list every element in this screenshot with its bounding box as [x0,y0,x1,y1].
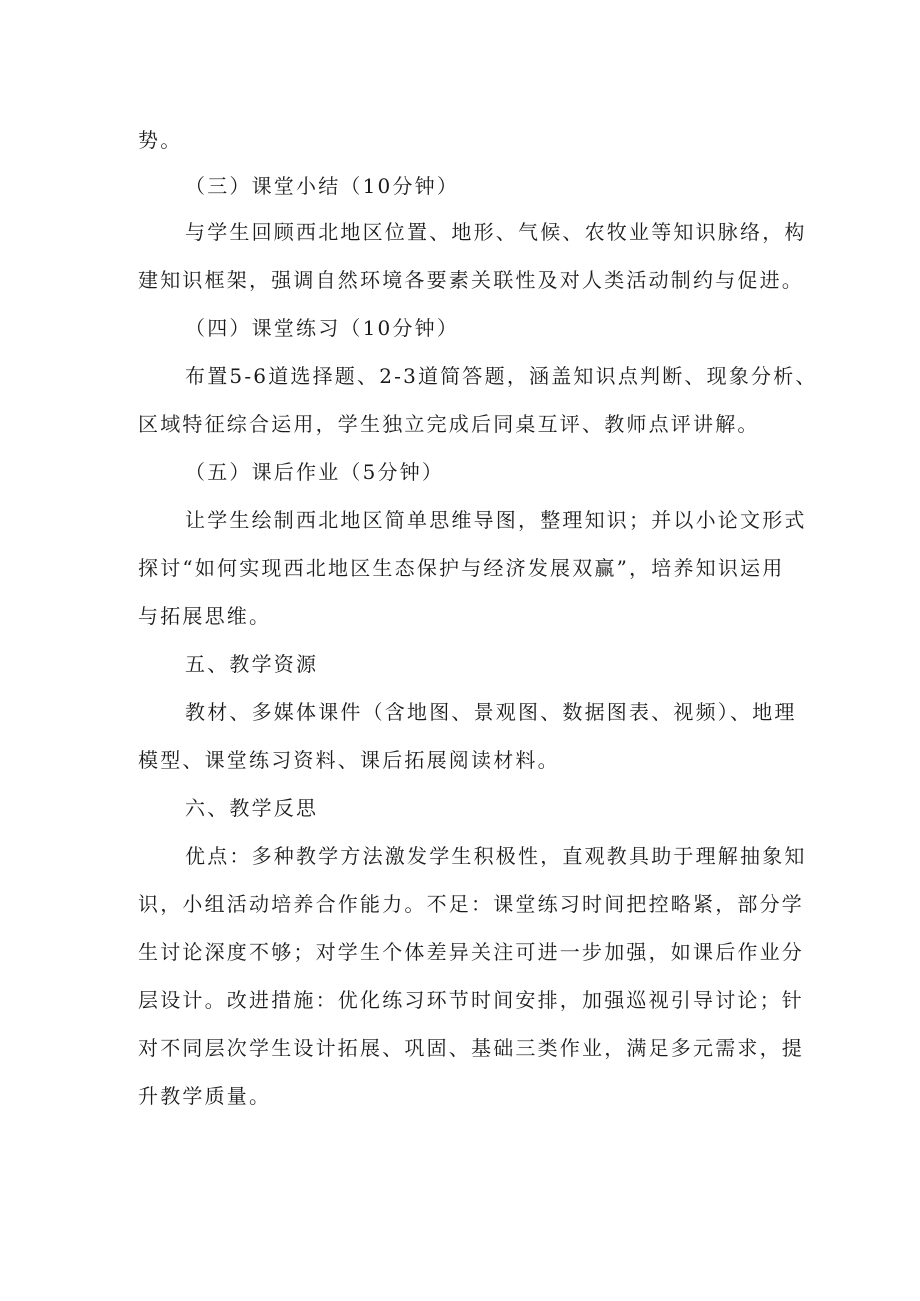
practice-paragraph-line: 布置5-6道选择题、2-3道简答题，涵盖知识点判断、现象分析、 [185,364,818,388]
practice-paragraph-line: 区域特征综合运用，学生独立完成后同桌互评、教师点评讲解。 [138,412,760,436]
reflection-paragraph-line: 升教学质量。 [138,1084,272,1108]
section-heading-reflection: 六、教学反思 [185,796,319,820]
summary-paragraph-line: 与学生回顾西北地区位置、地形、气候、农牧业等知识脉络，构 [185,220,807,244]
paragraph-continuation-line: 势。 [138,128,183,152]
homework-paragraph-line: 与拓展思维。 [138,604,272,628]
homework-paragraph-line: 让学生绘制西北地区简单思维导图，整理知识；并以小论文形式 [185,508,807,532]
reflection-paragraph-line: 优点：多种教学方法激发学生积极性，直观教具助于理解抽象知 [185,844,807,868]
section-heading-resources: 五、教学资源 [185,652,319,676]
reflection-paragraph-line: 层设计。改进措施：优化练习环节时间安排，加强巡视引导讨论；针 [138,988,804,1012]
reflection-paragraph-line: 生讨论深度不够；对学生个体差异关注可进一步加强，如课后作业分 [138,940,804,964]
resources-paragraph-line: 模型、课堂练习资料、课后拓展阅读材料。 [138,748,560,772]
section-heading-summary: （三）课堂小结（10分钟） [185,174,460,198]
homework-paragraph-line: 探讨“如何实现西北地区生态保护与经济发展双赢”，培养知识运用 [138,556,785,580]
reflection-paragraph-line: 识，小组活动培养合作能力。不足：课堂练习时间把控略紧，部分学 [138,892,804,916]
summary-paragraph-line: 建知识框架，强调自然环境各要素关联性及对人类活动制约与促进。 [138,268,804,292]
reflection-paragraph-line: 对不同层次学生设计拓展、巩固、基础三类作业，满足多元需求，提 [138,1036,804,1060]
resources-paragraph-line: 教材、多媒体课件（含地图、景观图、数据图表、视频）、地理 [185,700,797,724]
section-heading-practice: （四）课堂练习（10分钟） [185,316,460,340]
section-heading-homework: （五）课后作业（5分钟） [185,460,445,484]
